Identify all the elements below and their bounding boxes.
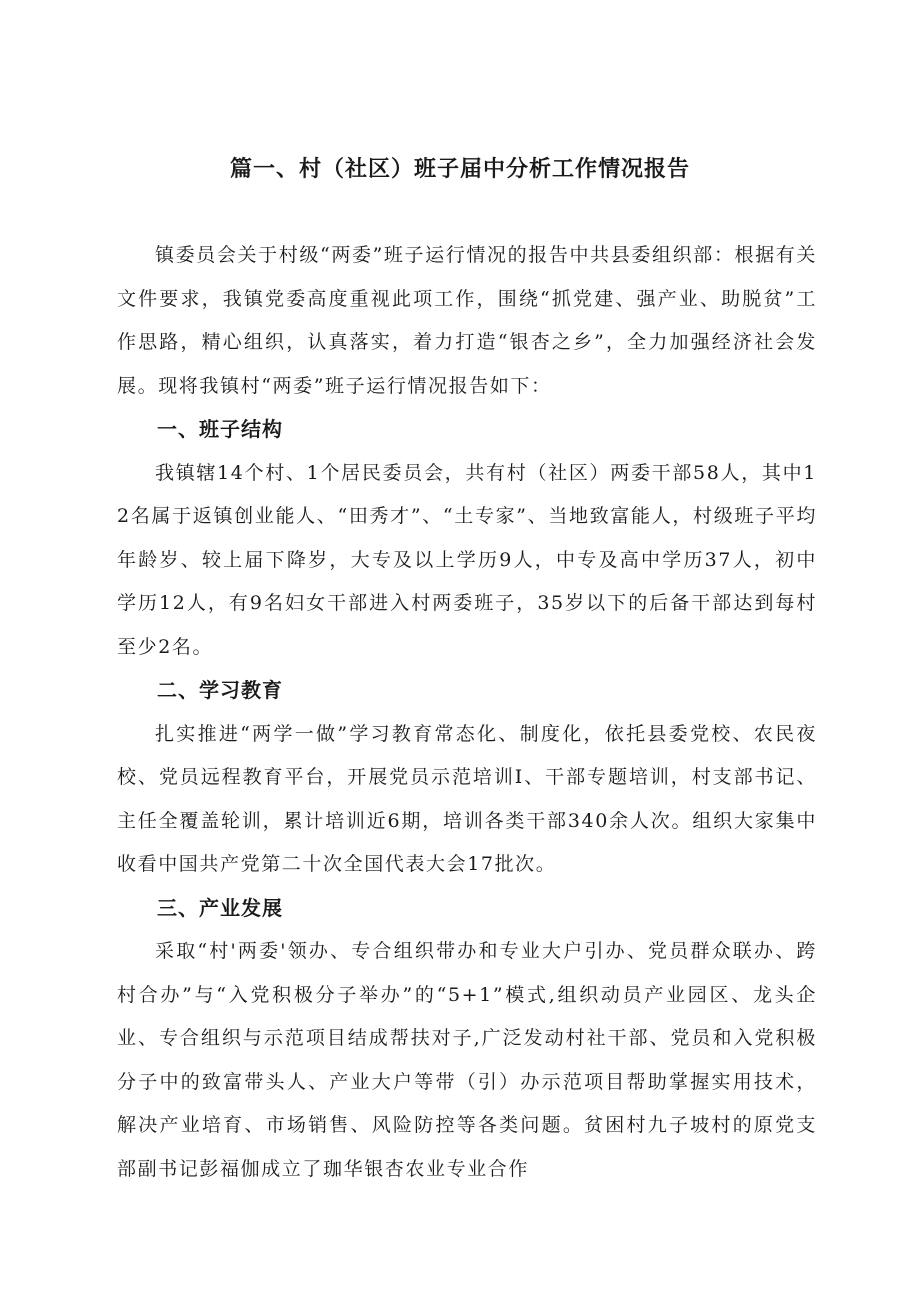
section-heading-education: 二、学习教育 — [157, 678, 283, 702]
section-paragraph-industry: 采取“村'两委'领办、专合组织带办和专业大户引办、党员群众联办、跨村合办”与“入党积极分子举办”的“5+1”模式,组织动员产业园区、龙头企业、专合组织与示范项目结成帮扶对子,广泛发动村社干部、党员和入党积极分子中的致富带头人、产业大户等带（引）办示范项目帮助掌握实用技术，解决产业培育、市场销售、风险防控等各类问题。贫困村九子坡村的原党支部副书记彭福伽成立了珈华银杏农业专业合作 — [117, 940, 817, 1180]
intro-paragraph: 镇委员会关于村级“两委”班子运行情况的报告中共县委组织部：根据有关文件要求，我镇党委高度重视此项工作，围绕“抓党建、强产业、助脱贫”工作思路，精心组织，认真落实，着力打造“银杏之乡”，全力加强经济社会发展。现将我镇村“两委”班子运行情况报告如下： — [117, 244, 817, 397]
section-paragraph-structure: 我镇辖14个村、1个居民委员会，共有村（社区）两委干部58人，其中12名属于返镇创业能人、“田秀才”、“土专家”、当地致富能人，村级班子平均年龄岁、较上届下降岁，大专及以上学历9人，中专及高中学历37人，初中学历12人，有9名妇女干部进入村两委班子，35岁以下的后备干部达到每村至少2名。 — [117, 461, 817, 658]
document-body — [117, 234, 817, 1191]
section-heading-industry: 三、产业发展 — [157, 895, 283, 920]
section-heading-structure: 一、班子结构 — [157, 417, 283, 441]
section-paragraph-education: 扎实推进“两学一做”学习教育常态化、制度化，依托县委党校、农民夜校、党员远程教育平台，开展党员示范培训I、干部专题培训，村支部书记、主任全覆盖轮训，累计培训近6期，培训各类干部340余人次。组织大家集中收看中国共产党第二十次全国代表大会17批次。 — [117, 722, 817, 875]
document-title: 篇一、村（社区）班子届中分析工作情况报告 — [229, 157, 690, 182]
